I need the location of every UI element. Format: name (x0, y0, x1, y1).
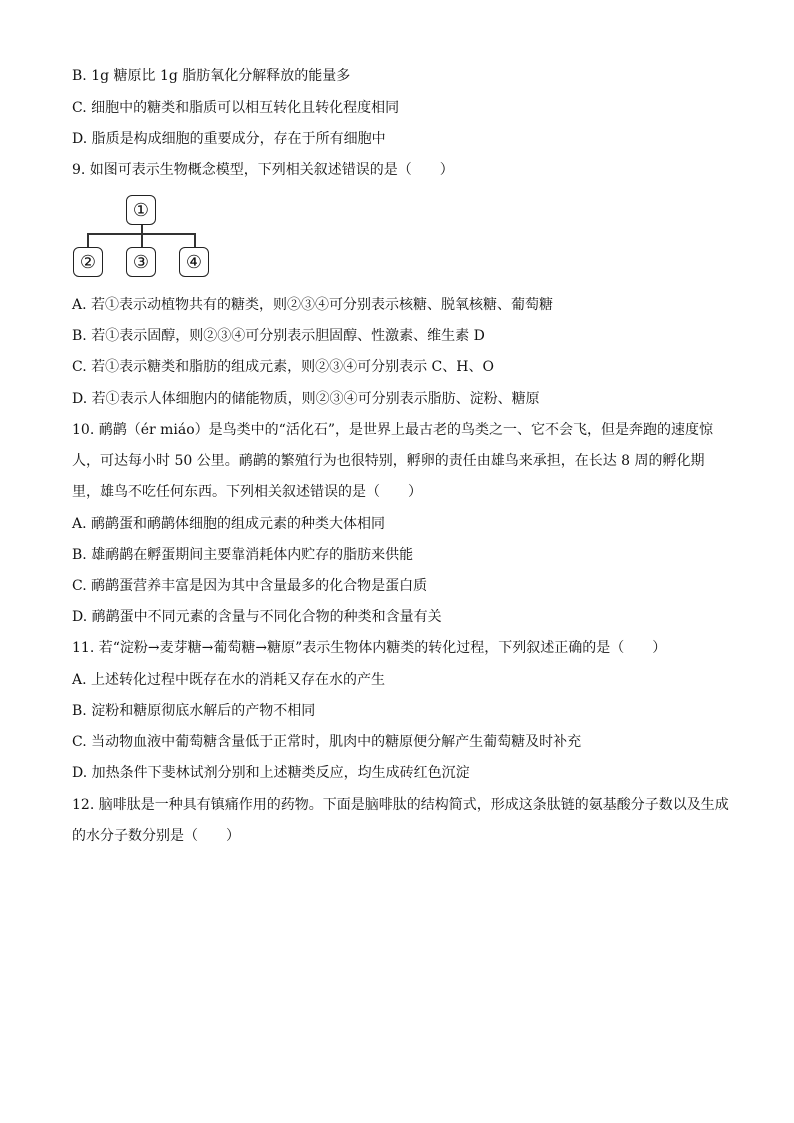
option-line: C. 若①表示糖类和脂肪的组成元素，则②③④可分别表示 C、H、O (72, 359, 494, 375)
question-10: 10. 鸸鹋（ér miáo）是鸟类中的“活化石”，是世界上最古老的鸟类之一、它不会飞，但是奔跑的速度惊人，可达每小时 50 公里。鸸鹋的繁殖行为也很特别，孵卵的责任由雄鸟来承担，在长达 8 周的孵化期里，雄鸟不吃任何东西。下列相关叙述错误的是（ ） (72, 422, 713, 500)
option-line: C. 当动物血液中葡萄糖含量低于正常时，肌肉中的糖原便分解产生葡萄糖及时补充 (72, 734, 582, 750)
question-12: 12. 脑啡肽是一种具有镇痛作用的药物。下面是脑啡肽的结构简式，形成这条肽链的氨基酸分子数以及生成的水分子数分别是（ ） (72, 797, 729, 844)
option-line: D. 鸸鹋蛋中不同元素的含量与不同化合物的种类和含量有关 (72, 609, 442, 625)
option-line: C. 细胞中的糖类和脂质可以相互转化且转化程度相同 (72, 100, 400, 116)
option-line: C. 鸸鹋蛋营养丰富是因为其中含量最多的化合物是蛋白质 (72, 578, 428, 594)
option-line: D. 脂质是构成细胞的重要成分，存在于所有细胞中 (72, 131, 386, 147)
diagram-node-child: ② (73, 247, 103, 277)
option-line: B. 若①表示固醇，则②③④可分别表示胆固醇、性激素、维生素 D (72, 328, 485, 344)
diagram-connector (87, 233, 89, 247)
diagram-node-child: ③ (126, 247, 156, 277)
option-line: B. 雄鸸鹋在孵蛋期间主要靠消耗体内贮存的脂肪来供能 (72, 547, 414, 563)
question-9: 9. 如图可表示生物概念模型，下列相关叙述错误的是（ ） (72, 162, 454, 178)
option-line: A. 鸸鹋蛋和鸸鹋体细胞的组成元素的种类大体相同 (72, 516, 386, 532)
question-11: 11. 若“淀粉→麦芽糖→葡萄糖→糖原”表示生物体内糖类的转化过程，下列叙述正确的是（ ） (72, 640, 667, 656)
diagram-connector (194, 233, 196, 247)
option-line: A. 若①表示动植物共有的糖类，则②③④可分别表示核糖、脱氧核糖、葡萄糖 (72, 297, 554, 313)
option-line: D. 若①表示人体细胞内的储能物质，则②③④可分别表示脂肪、淀粉、糖原 (72, 391, 540, 407)
option-line: A. 上述转化过程中既存在水的消耗又存在水的产生 (72, 672, 386, 688)
diagram-connector (141, 233, 143, 247)
option-line: D. 加热条件下斐林试剂分别和上述糖类反应，均生成砖红色沉淀 (72, 765, 470, 781)
option-line: B. 淀粉和糖原彻底水解后的产物不相同 (72, 703, 316, 719)
concept-model-diagram (72, 190, 222, 282)
diagram-node-top: ① (126, 195, 156, 225)
option-line: B. 1g 糖原比 1g 脂肪氧化分解释放的能量多 (72, 68, 351, 84)
diagram-connector (141, 225, 143, 233)
diagram-node-child: ④ (179, 247, 209, 277)
